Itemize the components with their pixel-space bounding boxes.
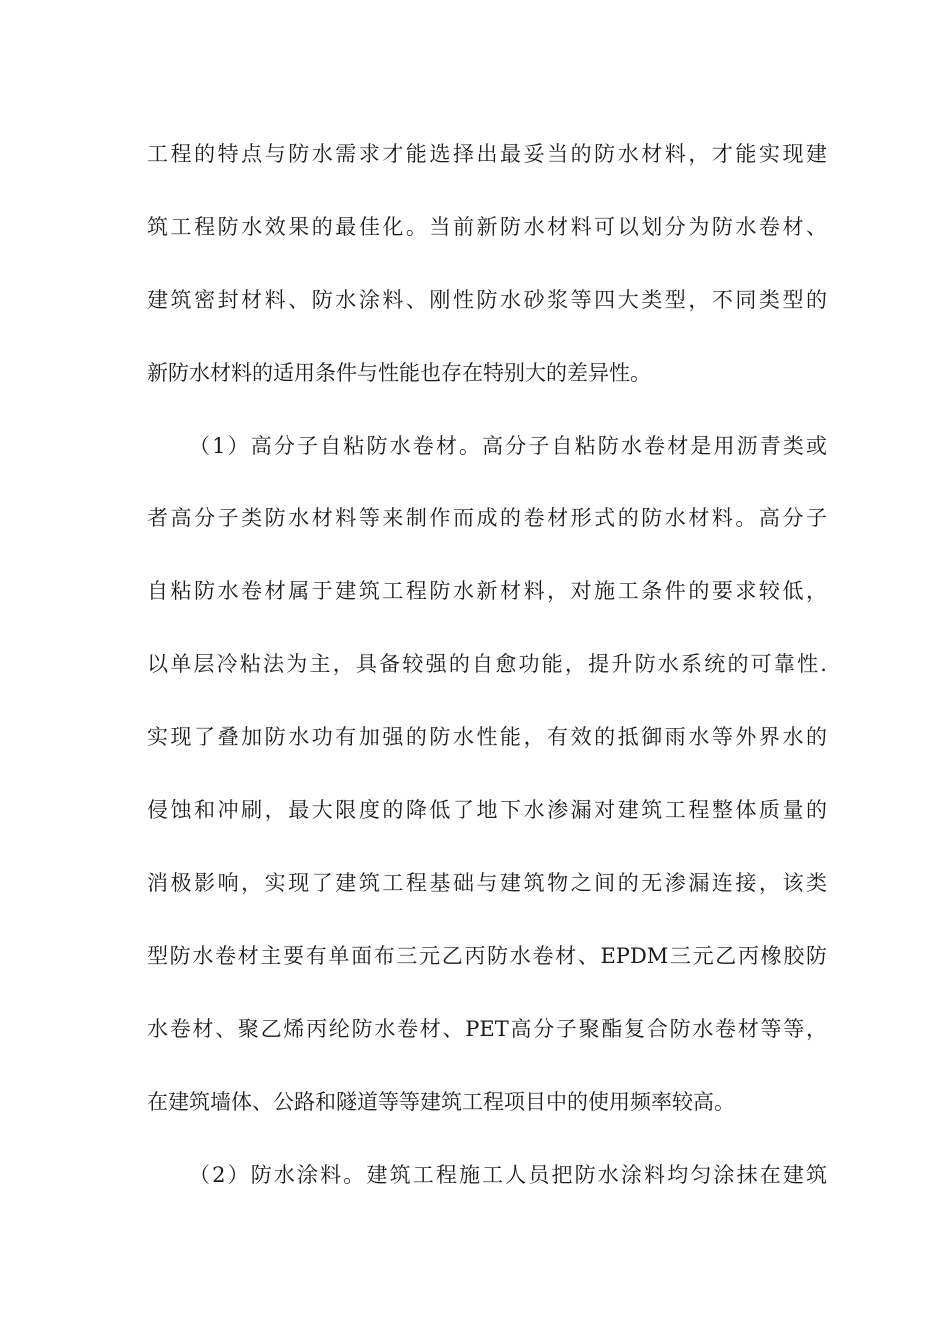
paragraph-line: 建筑密封材料、防水涂料、刚性防水砂浆等四大类型，不同类型的 <box>147 288 827 312</box>
paragraph-line: 消极影响，实现了建筑工程基础与建筑物之间的无渗漏连接，该类 <box>147 871 827 895</box>
paragraph-line: 水卷材、聚乙烯丙纶防水卷材、PET高分子聚酯复合防水卷材等等， <box>147 1017 827 1041</box>
paragraph-line: 侵蚀和冲刷，最大限度的降低了地下水渗漏对建筑工程整体质量的 <box>147 798 827 822</box>
paragraph-line: 者高分子类防水材料等来制作而成的卷材形式的防水材料。高分子 <box>147 506 827 530</box>
paragraph-line: 筑工程防水效果的最佳化。当前新防水材料可以划分为防水卷材、 <box>147 215 827 239</box>
paragraph-line: 实现了叠加防水功有加强的防水性能，有效的抵御雨水等外界水的 <box>147 725 827 749</box>
paragraph-line: （2）防水涂料。建筑工程施工人员把防水涂料均匀涂抹在建筑 <box>189 1163 827 1187</box>
paragraph-line: （1）高分子自粘防水卷材。高分子自粘防水卷材是用沥青类或 <box>189 434 827 458</box>
paragraph-line: 型防水卷材主要有单面布三元乙丙防水卷材、EPDM三元乙丙橡胶防 <box>147 944 827 968</box>
paragraph-line: 以单层冷粘法为主，具备较强的自愈功能，提升防水系统的可靠性. <box>147 652 827 676</box>
paragraph-line: 在建筑墙体、公路和隧道等等建筑工程项目中的使用频率较高。 <box>147 1090 735 1114</box>
paragraph-line: 工程的特点与防水需求才能选择出最妥当的防水材料，才能实现建 <box>147 142 827 166</box>
paragraph-line: 新防水材料的适用条件与性能也存在特别大的差异性。 <box>147 361 651 385</box>
paragraph-line: 自粘防水卷材属于建筑工程防水新材料，对施工条件的要求较低， <box>147 579 827 603</box>
